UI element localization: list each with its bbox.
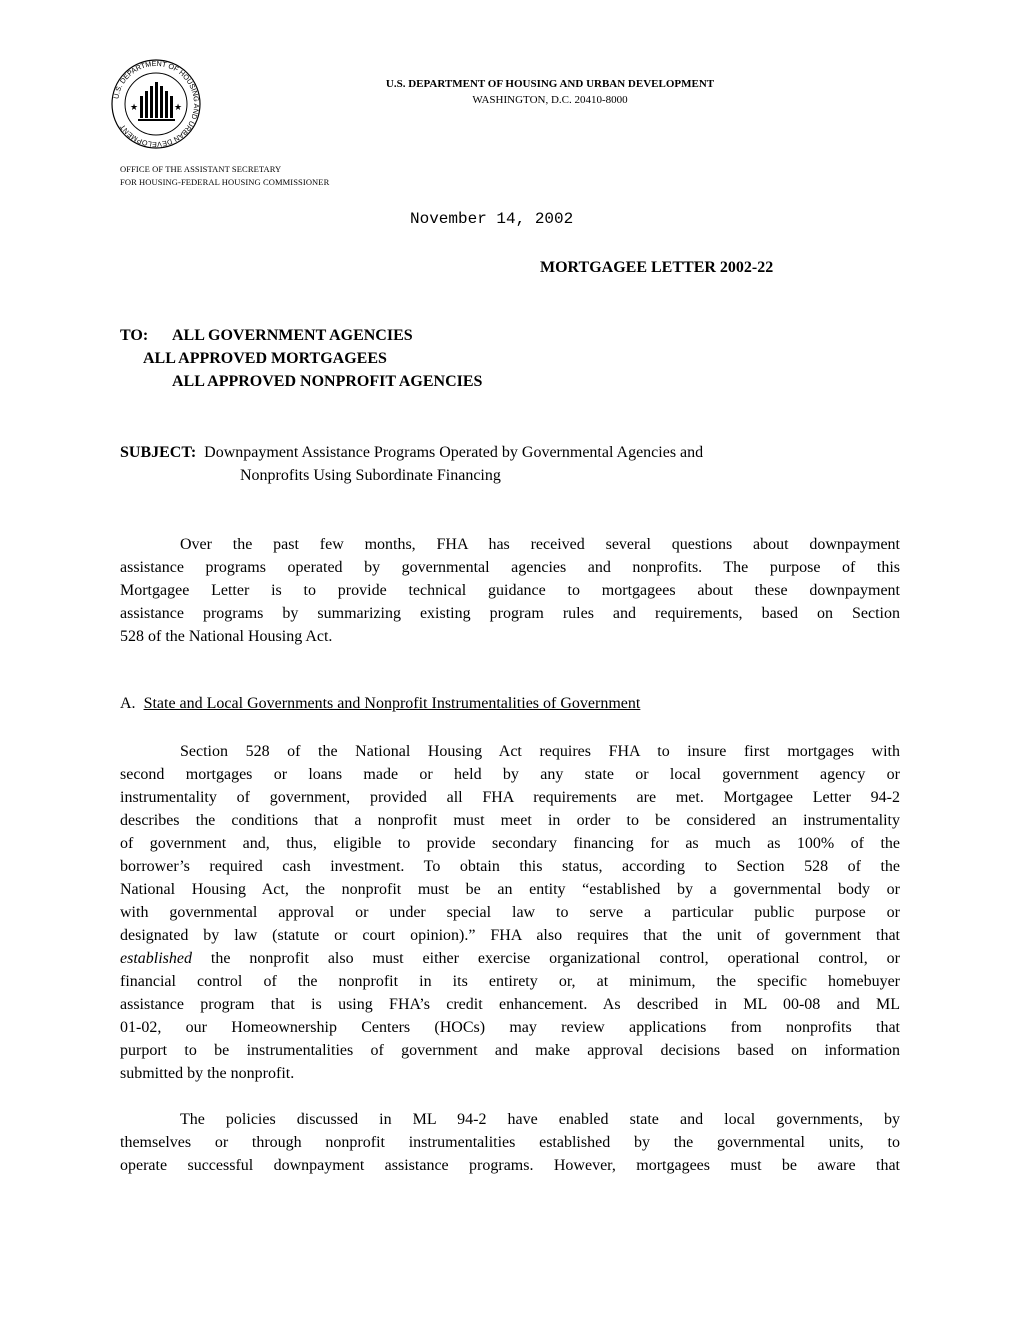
text-line: with governmental approval or under special law to serve a particular public purpose or bbox=[120, 904, 900, 921]
svg-text:★: ★ bbox=[130, 103, 139, 113]
agency-address: WASHINGTON, D.C. 20410-8000 bbox=[472, 94, 628, 106]
text-line: Section 528 of the National Housing Act requires FHA to insure first mortgages with bbox=[180, 743, 900, 760]
text-fragment: the nonprofit also must either exercise organizational control, operational control, or bbox=[192, 950, 900, 967]
office-line-2: FOR HOUSING-FEDERAL HOUSING COMMISSIONER bbox=[120, 177, 330, 187]
text-line: assistance programs by summarizing existing program rules and requirements, based on Section bbox=[120, 605, 900, 622]
section-a-label: A. bbox=[120, 695, 136, 712]
section-a-heading bbox=[120, 695, 640, 713]
text-line: describes the conditions that a nonprofit must meet in order to be considered an instrumentality bbox=[120, 812, 900, 829]
recipient-line-1 bbox=[120, 327, 413, 345]
section-a-title: State and Local Governments and Nonprofit Instrumentalities of Government bbox=[143, 695, 641, 712]
intro-paragraph bbox=[120, 533, 900, 648]
to-label: TO: bbox=[120, 327, 149, 344]
subject-label: SUBJECT: bbox=[120, 444, 197, 461]
text-line: Mortgagee Letter is to provide technical guidance to mortgagees about these downpayment bbox=[120, 582, 900, 599]
letter-date: November 14, 2002 bbox=[410, 210, 574, 228]
hud-seal bbox=[110, 58, 202, 150]
text-line: assistance program that is using FHA’s credit enhancement. As described in ML 00-08 and ML bbox=[120, 996, 900, 1013]
text-line: The policies discussed in ML 94-2 have enabled state and local governments, by bbox=[180, 1111, 900, 1128]
section-a-paragraph-1 bbox=[120, 740, 900, 1085]
hud-seal-icon bbox=[110, 58, 202, 150]
text-line: operate successful downpayment assistance programs. However, mortgagees must be aware that bbox=[120, 1157, 900, 1174]
svg-text:★: ★ bbox=[174, 103, 183, 113]
text-line: assistance programs operated by governmental agencies and nonprofits. The purpose of this bbox=[120, 559, 900, 576]
text-line: financial control of the nonprofit in its entirety or, at minimum, the specific homebuyer bbox=[120, 973, 900, 990]
section-a-paragraph-2 bbox=[120, 1108, 900, 1177]
mortgagee-letter-number: MORTGAGEE LETTER 2002-22 bbox=[540, 259, 774, 276]
text-line: purport to be instrumentalities of government and make approval decisions based on information bbox=[120, 1042, 900, 1059]
text-line: submitted by the nonprofit. bbox=[120, 1065, 295, 1082]
established-italic: established bbox=[120, 950, 192, 967]
text-line: Over the past few months, FHA has received several questions about downpayment bbox=[180, 536, 900, 553]
text-line: of government and, thus, eligible to provide secondary financing for as much as 100% of the bbox=[120, 835, 900, 852]
subject-line-1: Downpayment Assistance Programs Operated by Governmental Agencies and bbox=[204, 444, 704, 461]
text-line: 01-02, our Homeownership Centers (HOCs) may review applications from nonprofits that bbox=[120, 1019, 900, 1036]
recipient-nonprofit-agencies: ALL APPROVED NONPROFIT AGENCIES bbox=[172, 373, 483, 390]
text-line bbox=[120, 947, 900, 970]
text-line: designated by law (statute or court opinion).” FHA also requires that the unit of government that bbox=[120, 927, 900, 944]
text-line: 528 of the National Housing Act. bbox=[120, 628, 333, 645]
subject-line-2: Nonprofits Using Subordinate Financing bbox=[240, 467, 501, 484]
recipient-approved-mortgagees: ALL APPROVED MORTGAGEES bbox=[143, 350, 387, 367]
text-line: second mortgages or loans made or held by any state or local government agency or bbox=[120, 766, 900, 783]
text-line: instrumentality of government, provided all FHA requirements are met. Mortgagee Letter 94-2 bbox=[120, 789, 900, 806]
office-line-1: OFFICE OF THE ASSISTANT SECRETARY bbox=[120, 164, 282, 174]
text-line: National Housing Act, the nonprofit must be an entity “established by a governmental body or bbox=[120, 881, 900, 898]
agency-name: U.S. DEPARTMENT OF HOUSING AND URBAN DEVELOPMENT bbox=[385, 78, 715, 90]
text-line: themselves or through nonprofit instrumentalities established by the governmental units, to bbox=[120, 1134, 900, 1151]
recipient-government-agencies: ALL GOVERNMENT AGENCIES bbox=[172, 327, 413, 344]
text-line: borrower’s required cash investment. To obtain this status, according to Section 528 of the bbox=[120, 858, 900, 875]
seal-text: U.S. DEPARTMENT OF HOUSING AND URBAN DEVELOPMENT bbox=[111, 58, 202, 150]
subject-block bbox=[120, 441, 890, 487]
